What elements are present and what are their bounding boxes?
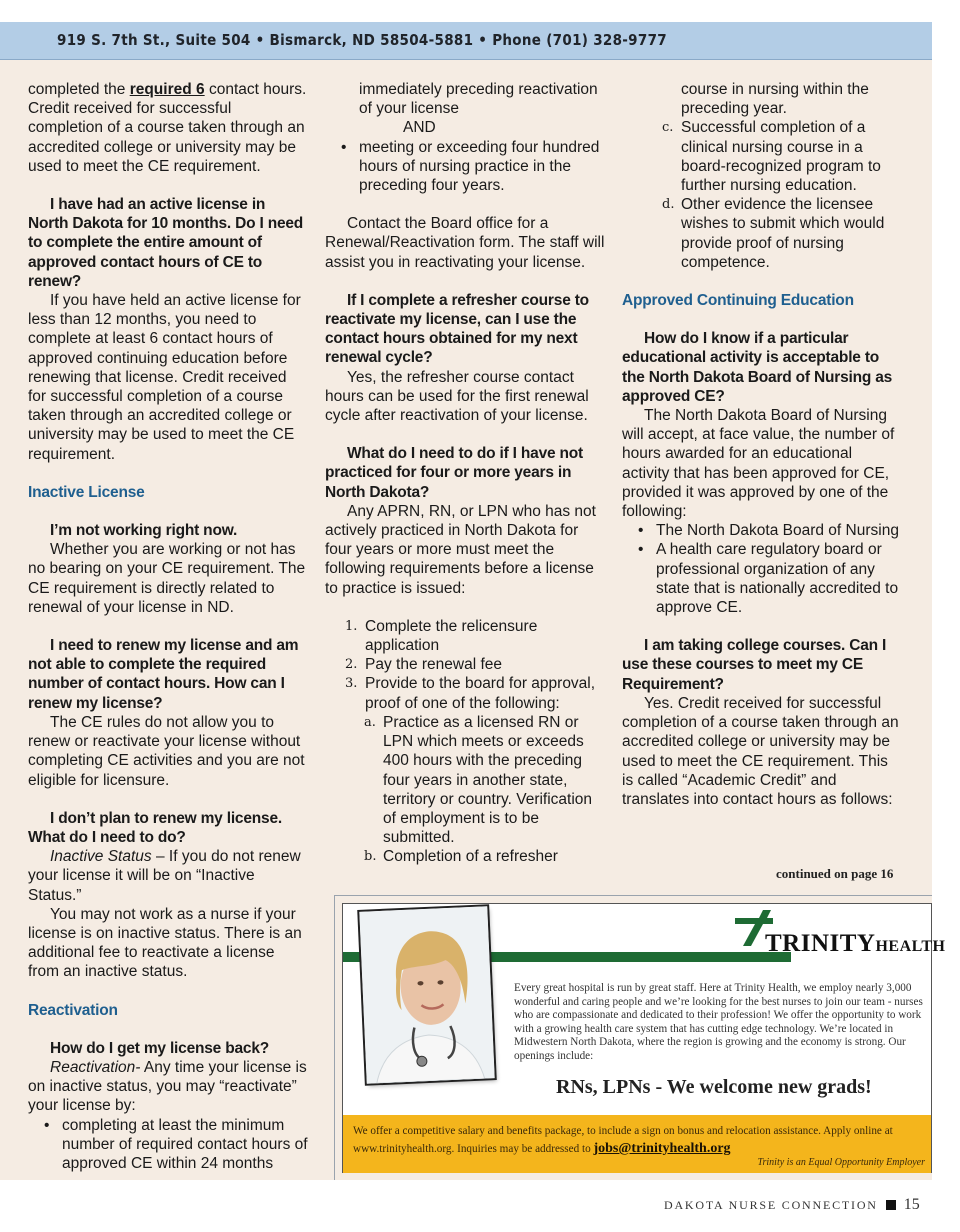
- ad-body-text: Every great hospital is run by great staff. Here at Trinity Health, we employ nearly 3,000 wonderful and caring people and we’re looking for the best nurses to join our team - nurses who are compassionate and dedicated to their profession! We offer the opportunity to work with a growing health care system that has cutting edge technology. We’re located in Midwestern North Dakota, where the region is growing and the economy is strong. Our openings include:: [514, 982, 923, 1062]
- paragraph: Contact the Board office for a Renewal/Reactivation form. The staff will assist you in reactivating your license.: [325, 215, 605, 271]
- bullet-list: [622, 521, 902, 617]
- ad-offer-text: We offer a competitive salary and benefits package, to include a sign on bonus and relocation assistance. Apply online at www.trinityhealth.org. Inquiries may be addressed to jobs@trinityhealth.org: [353, 1125, 893, 1156]
- question-heading: I’m not working right now.: [50, 522, 238, 540]
- ad-headline: RNs, LPNs - We welcome new grads!: [556, 1076, 872, 1098]
- paragraph: immediately preceding reactivation of your license: [359, 81, 598, 118]
- and-connector: AND: [403, 119, 436, 137]
- question-heading: I am taking college courses. Can I use these courses to meet my CE Requirement?: [622, 637, 887, 693]
- question-heading: If I complete a refresher course to reactivate my license, can I use the contact hours obtained for my next renewal cycle?: [325, 291, 589, 367]
- nurse-photo: [359, 906, 494, 1083]
- required-emphasis: required 6: [129, 81, 205, 98]
- question-heading: I need to renew my license and am not able to complete the required number of contact hours. How can I renew my license?: [28, 637, 299, 712]
- sub-list: [622, 118, 902, 272]
- question-heading: How do I get my license back?: [50, 1039, 270, 1057]
- answer-paragraph: Reactivation- Any time your license is on inactive status, you may “reactivate” your license by:: [28, 1058, 307, 1115]
- list-item: b. Completion of a refresher: [364, 848, 558, 866]
- question-heading: I have had an active license in North Dakota for 10 months. Do I need to complete the entire amount of approved contact hours of CE to renew?: [28, 196, 304, 290]
- list-item: • A health care regulatory board or professional organization of any state that is nationally accredited to approve CE.: [622, 540, 902, 617]
- list-item: d. Other evidence the licensee wishes to submit which would provide proof of nursing competence.: [662, 196, 885, 271]
- answer-paragraph: The North Dakota Board of Nursing will accept, at face value, the number of hours awarded for an educational activity that has been approved for CE, provided it was approved by one of the following:: [622, 407, 895, 521]
- answer-paragraph: If you have held an active license for less than 12 months, you need to complete at least 6 contact hours of approved continuing education before renewing that license. Credit received for successful completion of a course taken through an accredited college or university may be used to meet the CE requirement.: [28, 292, 301, 463]
- brand-name: TRINITYHEALTH: [765, 930, 946, 957]
- bullet-list: [325, 138, 607, 196]
- column-1: [28, 80, 308, 1173]
- address-line: 919 S. 7th St., Suite 504 • Bismarck, ND 58504-5881 • Phone (701) 328-9777: [57, 31, 667, 49]
- paragraph: course in nursing within the preceding year.: [681, 81, 869, 118]
- question-heading: What do I need to do if I have not practiced for four or more years in North Dakota?: [325, 445, 584, 501]
- list-item: 2. Pay the renewal fee: [345, 656, 503, 674]
- list-item: • meeting or exceeding four hundred hours of nursing practice in the preceding four years.: [325, 138, 607, 196]
- bullet-list: [28, 1116, 308, 1174]
- address-header-bar: [0, 22, 932, 60]
- answer-paragraph: Any APRN, RN, or LPN who has not actively practiced in North Dakota for four years or more must meet the following requirements before a license to practice is issued:: [325, 502, 596, 597]
- ad-offer-band: [343, 1115, 931, 1173]
- section-heading-inactive-license: Inactive License: [28, 483, 145, 501]
- answer-paragraph: Yes, the refresher course contact hours can be used for the first renewal cycle after reactivation of your license.: [325, 368, 589, 425]
- publication-name: DAKOTA NURSE CONNECTION: [664, 1198, 878, 1212]
- trinity-health-ad: [342, 903, 946, 1173]
- section-heading-reactivation: Reactivation: [28, 1001, 118, 1019]
- answer-paragraph: Yes. Credit received for successful completion of a course taken through an accredited college or university may be used to meet the CE requirement. This is called “Academic Credit” and translates into contact hours as follows:: [622, 694, 899, 808]
- list-item: a. Practice as a licensed RN or LPN which meets or exceeds 400 hours with the preceding four years in another state, territory or country. Verification of employment is to be submitted.: [364, 713, 593, 847]
- answer-paragraph: You may not work as a nurse if your license is on inactive status. There is an additional fee to reactivate a license from an inactive status.: [28, 905, 302, 981]
- page-number: 15: [903, 1196, 920, 1213]
- page-footer: [664, 1196, 920, 1214]
- list-item: 1. Complete the relicensure application: [345, 617, 538, 655]
- list-item: • The North Dakota Board of Nursing: [622, 521, 902, 540]
- column-3: [622, 80, 902, 809]
- paragraph: completed the required 6 contact hours. Credit received for successful completion of a course taken through an accredited college or university may be used to meet the CE requirement.: [28, 81, 307, 175]
- email-link[interactable]: jobs@trinityhealth.org: [593, 1141, 731, 1156]
- sub-list: [325, 713, 607, 867]
- list-item: • completing at least the minimum number of required contact hours of approved CE within 24 months: [28, 1116, 308, 1174]
- list-item: 3. Provide to the board for approval, proof of one of the following:: [345, 675, 596, 712]
- list-item: c. Successful completion of a clinical nursing course in a board-recognized program to further nursing education.: [662, 119, 881, 195]
- trinity-health-logo: [733, 908, 946, 962]
- square-icon: [886, 1200, 896, 1210]
- section-heading-approved-ce: Approved Continuing Education: [622, 292, 854, 310]
- question-heading: I don’t plan to renew my license. What do I need to do?: [28, 809, 282, 846]
- answer-paragraph: Inactive Status – If you do not renew your license it will be on “Inactive Status.”: [28, 848, 301, 904]
- eeo-statement: Trinity is an Equal Opportunity Employer: [757, 1157, 925, 1168]
- answer-paragraph: The CE rules do not allow you to renew or reactivate your license without completing CE activities and you are not eligible for licensure.: [28, 713, 305, 789]
- continued-note: continued on page 16: [776, 866, 894, 881]
- question-heading: How do I know if a particular educational activity is acceptable to the North Dakota Board of Nursing as approved CE?: [622, 330, 893, 405]
- requirements-list: [325, 617, 607, 713]
- column-2: [325, 80, 607, 867]
- answer-paragraph: Whether you are working or not has no bearing on your CE requirement. The CE requirement is directly related to renewal of your license in ND.: [28, 541, 306, 616]
